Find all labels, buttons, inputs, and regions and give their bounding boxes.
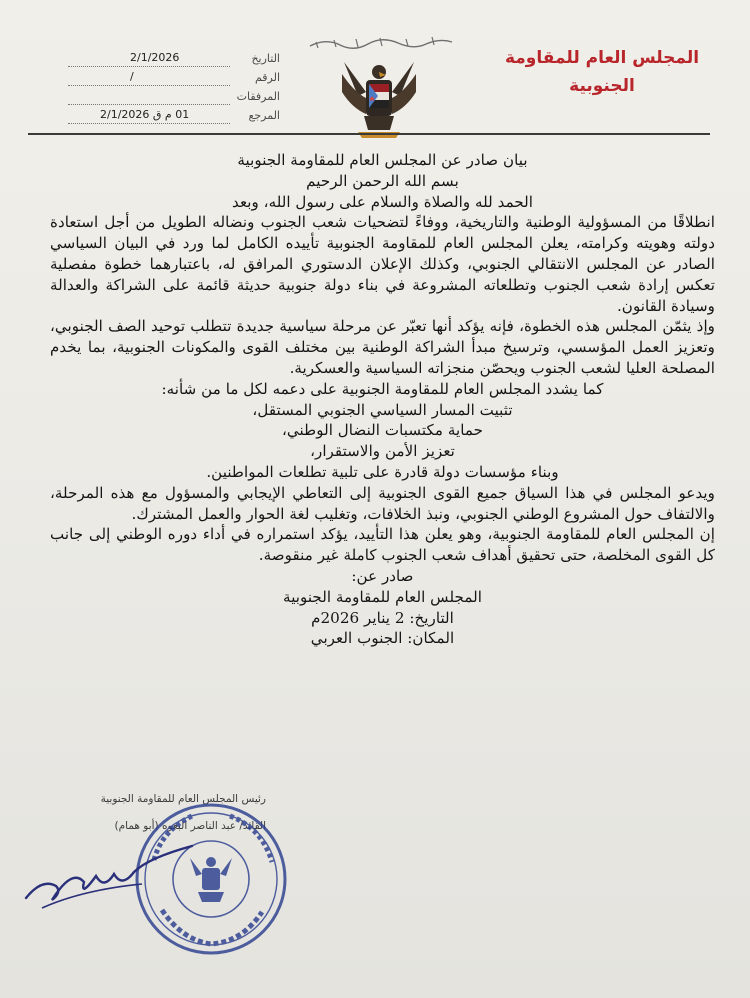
meta-date-value: 2/1/2026 — [130, 51, 180, 64]
support-item: تثبيت المسار السياسي الجنوبي المستقل، — [252, 400, 513, 419]
support-item: حماية مكتسبات النضال الوطني، — [282, 421, 483, 440]
meta-attachments-label: المرفقات — [236, 90, 280, 103]
basmala: بسم الله الرحمن الرحيم — [306, 171, 459, 190]
meta-reference-label: المرجع — [248, 109, 280, 122]
support-item: وبناء مؤسسات دولة قادرة على تلبية تطلعات المواطنين. — [206, 462, 559, 481]
meta-reference-row — [60, 109, 280, 128]
calligraphy-ornament — [306, 34, 456, 52]
eagle-emblem-icon — [336, 52, 422, 140]
paragraph-2: وإذ يثمّن المجلس هذه الخطوة، فإنه يؤكد أنها تعبّر عن مرحلة سياسية جديدة تتطلب توحيد الصف الجنوبي، وتعزيز العمل المؤسسي، وترسيخ مبدأ الشراكة الوطنية بين مختلف القوى والمكونات الجنوبية، بما يخدم المصلحة العليا لشعب الجنوب ويحصّن منجزاته السياسية والعسكرية. — [50, 317, 715, 377]
support-item: تعزيز الأمن والاستقرار، — [310, 442, 455, 461]
support-intro: كما يشدد المجلس العام للمقاومة الجنوبية على دعمه لكل ما من شأنه: — [161, 379, 604, 398]
meta-number-label: الرقم — [254, 71, 280, 84]
paragraph-3: ويدعو المجلس في هذا السياق جميع القوى الجنوبية إلى التعاطي الإيجابي والمسؤول مع هذه المرحلة، والالتفاف حول المشروع الوطني الجنوبي، ونبذ الخلافات، وتغليب لغة الحوار والعمل المشترك. — [50, 483, 715, 523]
paragraph-1: انطلاقًا من المسؤولية الوطنية والتاريخية، ووفاءً لتضحيات شعب الجنوب ونضاله الطويل من أجل استعادة دولته وهويته وكرامته، يعلن المجلس العام للمقاومة الجنوبية تأييده الكامل لما ورد في البيان السياسي الصادر عن المجلس الانتقالي الجنوبي، وكذلك الإعلان الدستوري المرافق له، باعتبارهما خطوة مفصلية تعكس إرادة شعب الجنوب وتطلعاته المشروعة في بناء دولة جنوبية حديثة قائمة على الشراكة والعدالة وسيادة القانون. — [50, 213, 715, 315]
reference-block — [60, 52, 280, 128]
signer-name: القائد/ عبد الناصر البعوه (أبو همام) — [114, 820, 266, 832]
org-name-line2: الجنوبية — [569, 76, 635, 96]
statement-place: المكان: الجنوب العربي — [310, 629, 455, 648]
meta-date-label: التاريخ — [251, 52, 280, 65]
statement-title: بيان صادر عن المجلس العام للمقاومة الجنوبية — [237, 151, 528, 169]
organization-name — [502, 44, 702, 100]
statement-body — [50, 150, 715, 649]
praise-line: الحمد لله والصلاة والسلام على رسول الله، وبعد — [231, 192, 534, 211]
meta-date-row — [60, 52, 280, 71]
issuer-name: المجلس العام للمقاومة الجنوبية — [283, 587, 482, 606]
statement-date: التاريخ: 2 يناير 2026م — [311, 608, 454, 627]
org-name-line1: المجلس العام للمقاومة — [504, 48, 700, 68]
header-divider — [28, 133, 710, 135]
issued-by-label: صادر عن: — [351, 566, 414, 585]
meta-attachments-row — [60, 90, 280, 109]
meta-number-row — [60, 71, 280, 90]
meta-number-value: / — [130, 70, 134, 83]
meta-reference-value: 01 م ق 2/1/2026 — [100, 108, 190, 121]
paragraph-4: إن المجلس العام للمقاومة الجنوبية، وهو يعلن هذا التأييد، يؤكد استمراره في أداء دوره الوطني إلى جانب كل القوى المخلصة، حتى تحقيق أهداف شعب الجنوب كاملة غير منقوصة. — [50, 525, 715, 565]
signer-title: رئيس المجلس العام للمقاومة الجنوبية — [100, 793, 266, 805]
handwritten-signature-icon — [22, 828, 202, 918]
